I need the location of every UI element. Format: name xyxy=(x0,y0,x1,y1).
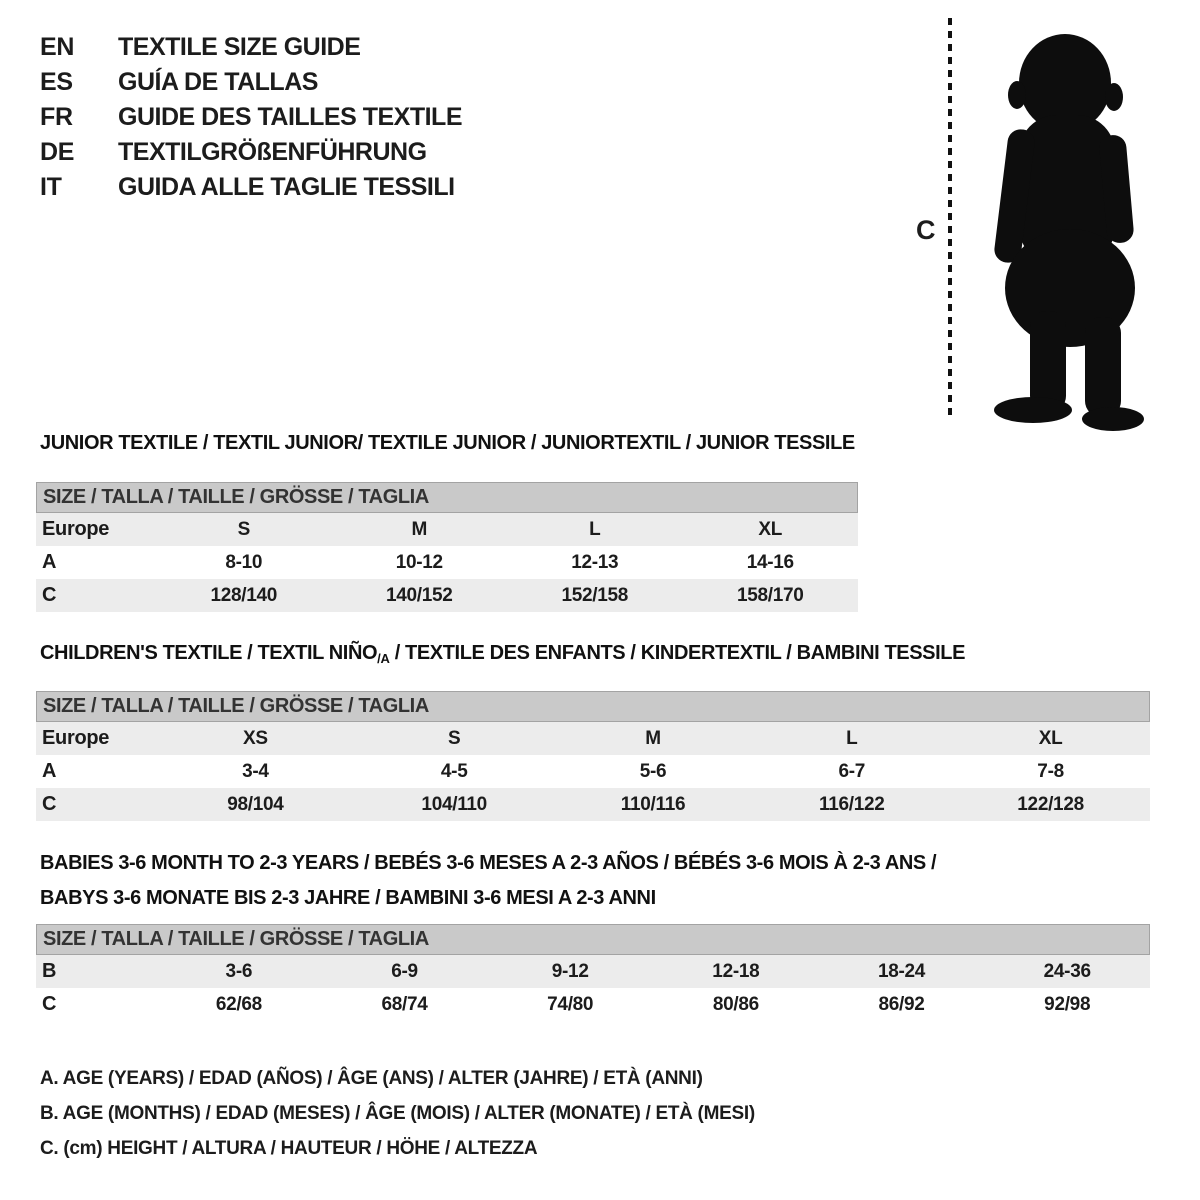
language-code: IT xyxy=(40,173,62,201)
table-cell: 122/128 xyxy=(1017,793,1084,815)
table-cell: 110/116 xyxy=(620,793,686,815)
children-size-table xyxy=(36,691,1150,821)
row-label: A xyxy=(42,551,57,573)
table-cell: 98/104 xyxy=(227,793,284,815)
table-cell: S xyxy=(237,518,250,540)
guide-title-it: GUIDA ALLE TAGLIE TESSILI xyxy=(118,173,455,201)
height-measure-figure xyxy=(900,15,1185,440)
height-label-c: C xyxy=(916,215,936,245)
guide-title-de: TEXTILGRÖßENFÜHRUNG xyxy=(118,138,427,166)
table-cell: M xyxy=(645,727,661,749)
table-row-height-cm xyxy=(36,988,1150,1021)
table-cell: XL xyxy=(1038,727,1063,749)
measurement-legend xyxy=(40,1068,755,1173)
table-cell: 10-12 xyxy=(395,551,443,573)
table-cell: 6-7 xyxy=(838,760,866,782)
heading-text: CHILDREN'S TEXTILE / TEXTIL NIÑO xyxy=(40,642,378,664)
row-label: Europe xyxy=(42,727,110,749)
language-row-fr xyxy=(40,100,462,135)
language-code: DE xyxy=(40,138,75,166)
section-heading-babies-line2: BABYS 3-6 MONATE BIS 2-3 JAHRE / BAMBINI 3-6 MESI A 2-3 ANNI xyxy=(40,887,656,909)
baby-silhouette-icon xyxy=(963,25,1168,433)
table-cell: 3-4 xyxy=(242,760,269,782)
size-header-bar: SIZE / TALLA / TAILLE / GRÖSSE / TAGLIA xyxy=(36,924,1150,955)
table-cell: 152/158 xyxy=(561,584,629,606)
table-cell: 116/122 xyxy=(819,793,885,815)
row-label: Europe xyxy=(42,518,110,540)
guide-title-en: TEXTILE SIZE GUIDE xyxy=(118,33,361,61)
row-label: C xyxy=(42,793,57,815)
size-header-bar: SIZE / TALLA / TAILLE / GRÖSSE / TAGLIA xyxy=(36,482,858,513)
table-cell: 12-13 xyxy=(571,551,619,573)
language-title-list xyxy=(40,30,462,205)
language-row-de xyxy=(40,135,462,170)
table-cell: XS xyxy=(243,727,268,749)
language-row-en xyxy=(40,30,462,65)
row-label: C xyxy=(42,584,57,606)
table-row-age-years xyxy=(36,546,858,579)
table-cell: 80/86 xyxy=(712,993,759,1015)
table-row-age-months xyxy=(36,955,1150,988)
height-measure-dashed-line xyxy=(948,18,952,418)
table-cell: 6-9 xyxy=(391,960,418,982)
table-cell: S xyxy=(448,727,461,749)
section-babies-textile xyxy=(36,846,1150,1021)
table-cell: 62/68 xyxy=(215,993,262,1015)
guide-title-fr: GUIDE DES TAILLES TEXTILE xyxy=(118,103,463,131)
table-cell: 14-16 xyxy=(746,551,794,573)
table-cell: 140/152 xyxy=(385,584,453,606)
language-code: FR xyxy=(40,103,73,131)
table-cell: L xyxy=(846,727,858,749)
legend-line-a: A. AGE (YEARS) / EDAD (AÑOS) / ÂGE (ANS) / ALTER (JAHRE) / ETÀ (ANNI) xyxy=(40,1068,703,1089)
section-childrens-textile xyxy=(36,642,1150,821)
row-label: A xyxy=(42,760,57,782)
table-row-age-years xyxy=(36,755,1150,788)
table-cell: 5-6 xyxy=(639,760,667,782)
table-row-europe xyxy=(36,722,1150,755)
table-cell: 3-6 xyxy=(225,960,253,982)
table-cell: 9-12 xyxy=(551,960,589,982)
table-cell: 8-10 xyxy=(225,551,263,573)
table-cell: 92/98 xyxy=(1044,993,1091,1015)
row-label: B xyxy=(42,960,57,982)
language-row-it xyxy=(40,170,462,205)
babies-size-table xyxy=(36,924,1150,1021)
table-cell: 86/92 xyxy=(878,993,925,1015)
table-cell: M xyxy=(411,518,428,540)
table-cell: 12-18 xyxy=(712,960,760,982)
language-code: EN xyxy=(40,33,75,61)
table-row-height-cm xyxy=(36,579,858,612)
section-heading-babies-line1: BABIES 3-6 MONTH TO 2-3 YEARS / BEBÉS 3-6 MESES A 2-3 AÑOS / BÉBÉS 3-6 MOIS À 2-3 ANS / xyxy=(40,852,937,874)
heading-text: / TEXTILE DES ENFANTS / KINDERTEXTIL / BAMBINI TESSILE xyxy=(389,642,966,664)
size-header-bar: SIZE / TALLA / TAILLE / GRÖSSE / TAGLIA xyxy=(36,691,1150,722)
table-cell: 68/74 xyxy=(381,993,428,1015)
table-cell: 74/80 xyxy=(547,993,594,1015)
table-cell: 24-36 xyxy=(1043,960,1091,982)
legend-line-b: B. AGE (MONTHS) / EDAD (MESES) / ÂGE (MOIS) / ALTER (MONATE) / ETÀ (MESI) xyxy=(40,1103,755,1124)
section-heading-junior: JUNIOR TEXTILE / TEXTIL JUNIOR/ TEXTILE JUNIOR / JUNIORTEXTIL / JUNIOR TESSILE xyxy=(40,432,855,454)
table-row-europe xyxy=(36,513,858,546)
language-code: ES xyxy=(40,68,73,96)
language-row-es xyxy=(40,65,462,100)
table-cell: L xyxy=(589,518,601,540)
table-cell: 128/140 xyxy=(210,584,278,606)
section-heading-children xyxy=(36,642,1150,666)
junior-size-table xyxy=(36,482,858,612)
table-cell: 158/170 xyxy=(736,584,804,606)
table-cell: XL xyxy=(758,518,783,540)
table-row-height-cm xyxy=(36,788,1150,821)
table-cell: 104/110 xyxy=(421,793,487,815)
row-label: C xyxy=(42,993,57,1015)
guide-title-es: GUÍA DE TALLAS xyxy=(118,68,318,96)
table-cell: 7-8 xyxy=(1037,760,1064,782)
table-cell: 4-5 xyxy=(440,760,468,782)
legend-line-c: C. (cm) HEIGHT / ALTURA / HAUTEUR / HÖHE / ALTEZZA xyxy=(40,1138,538,1159)
section-junior-textile xyxy=(36,432,858,612)
heading-subscript: /A xyxy=(377,651,390,666)
table-cell: 18-24 xyxy=(877,960,926,982)
